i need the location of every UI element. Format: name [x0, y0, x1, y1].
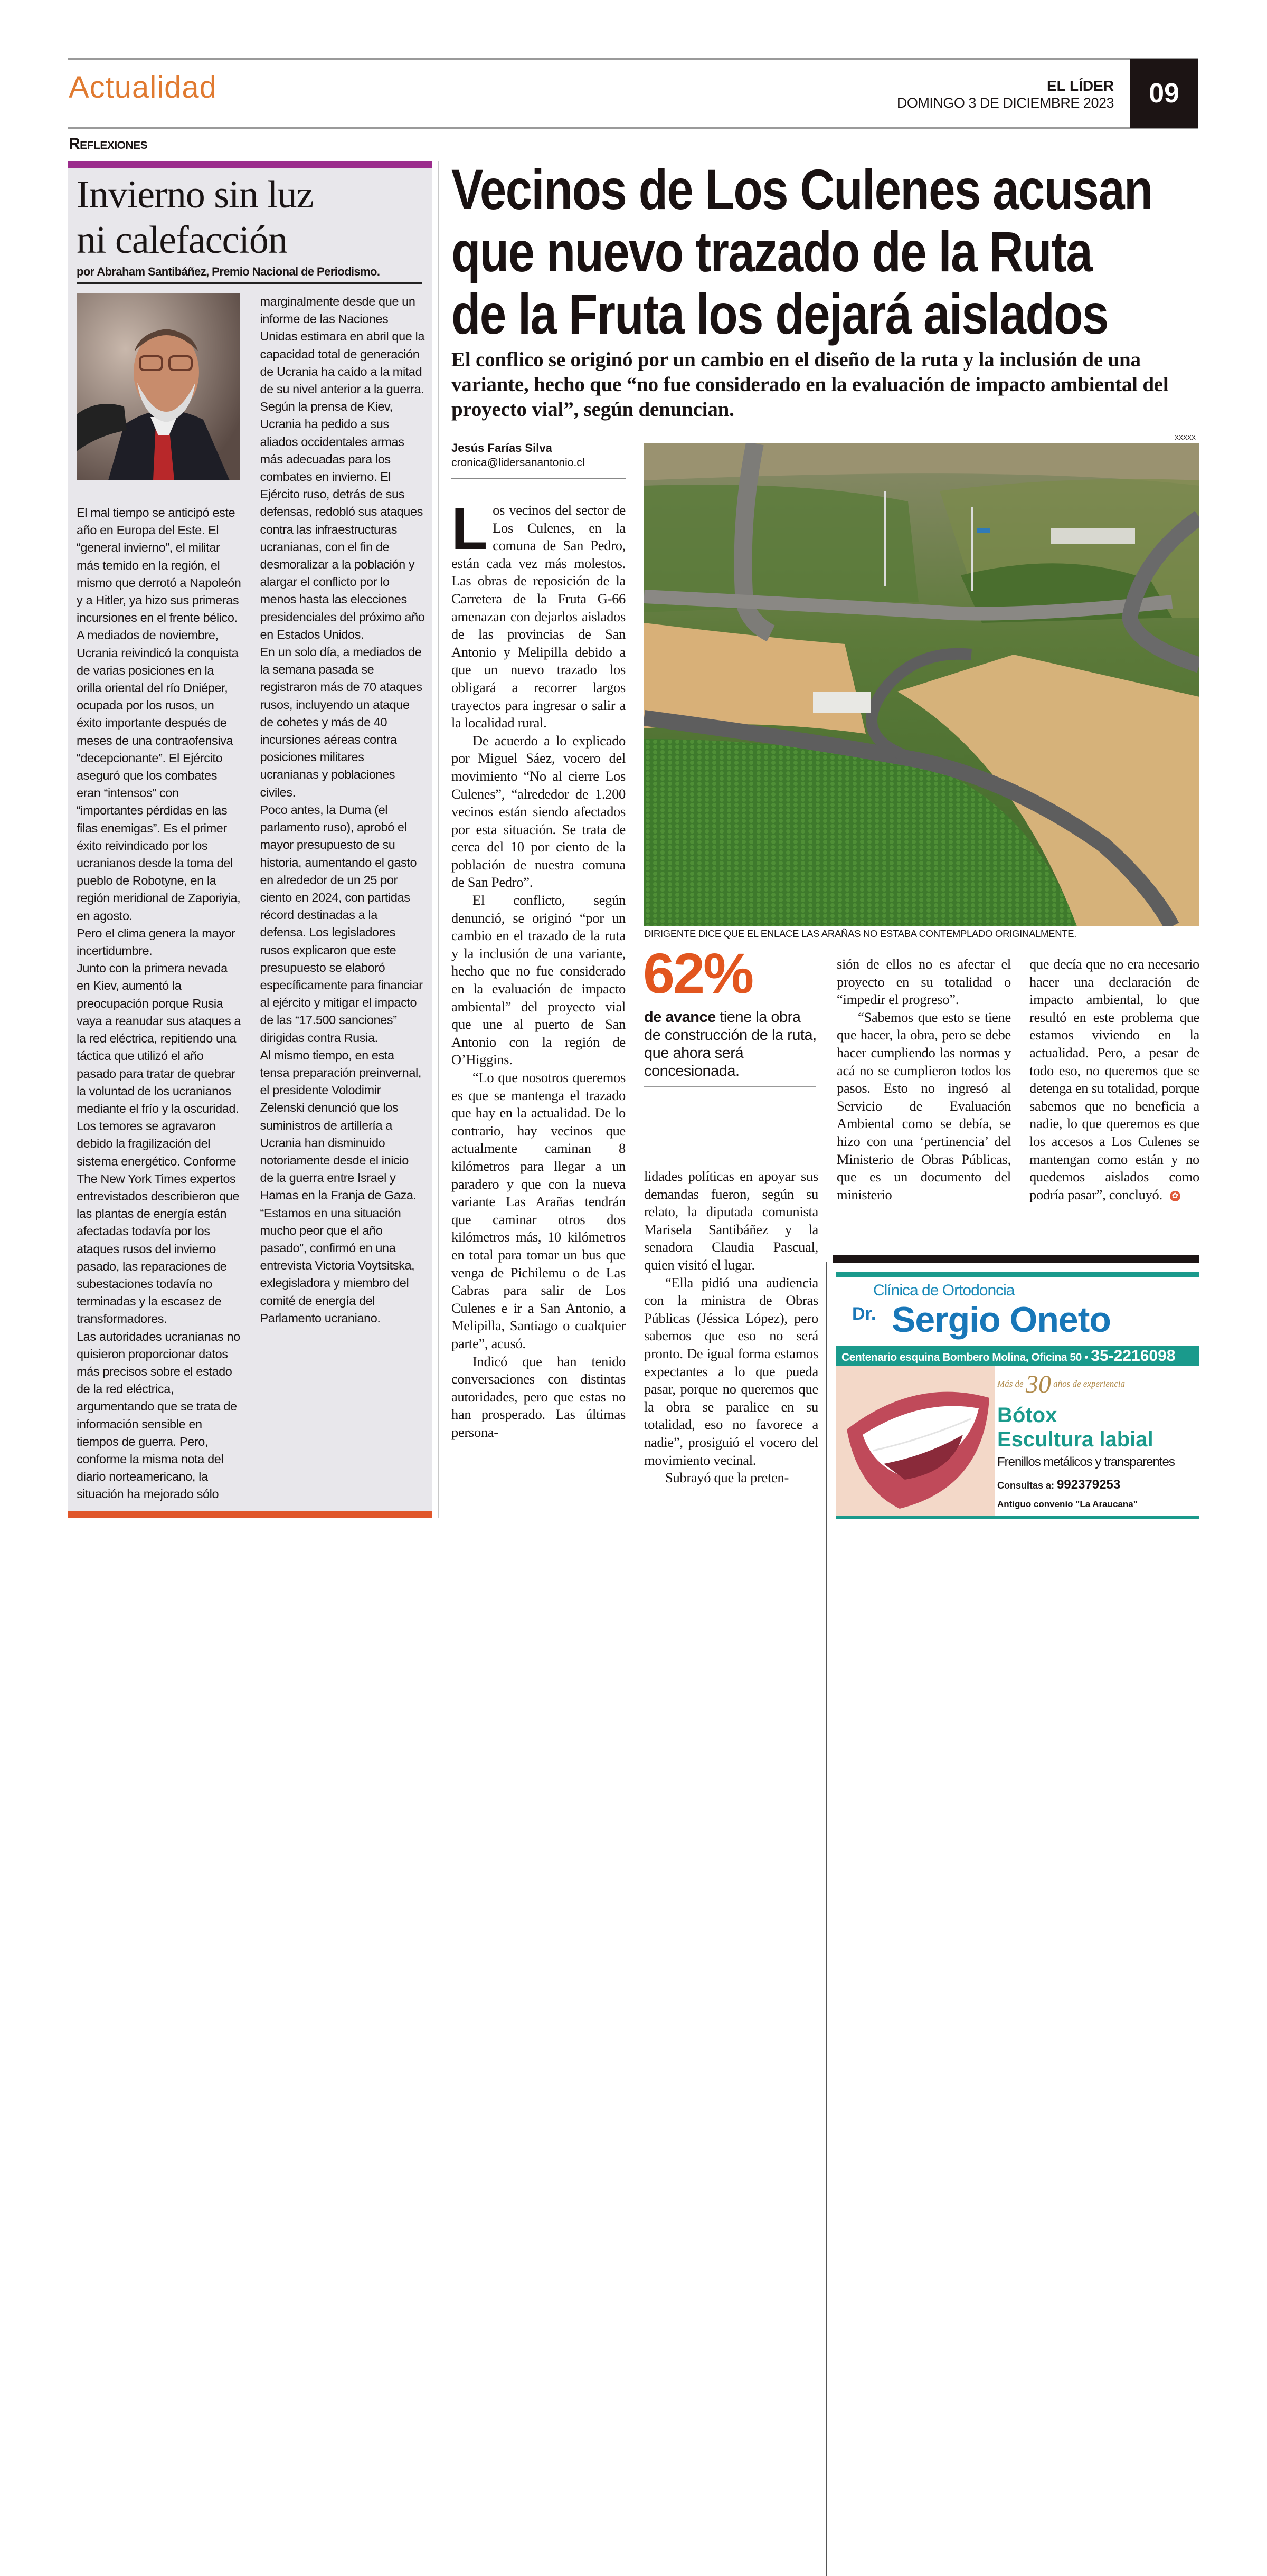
ad-phone: 35-2216098	[1091, 1347, 1176, 1365]
article-paragraph: De acuerdo a lo explicado por Miguel Sáez, vocero del movimiento “No al cierre Los Culenes”, “alrededor de 1.200 vecinos están siendo afectados por esta situación. Se trata de cerca del 10 por ciento de la población de nuestra comuna de San Pedro”.	[451, 732, 626, 891]
opinion-paragraph: Las autoridades ucranianas no quisieron proporcionar datos más precisos sobre el estado de la red eléctrica, argumentando que se trata de información sensible en tiempos de guerra. Pero, conforme la misma nota del diario norteamericano, la situación ha mejorado sólo marginalmente desde que un informe de las Naciones Unidas estimara en abril que la capacidad total de generación de Ucrania ha caído a la mitad de su nivel anterior a la guerra.	[77, 295, 425, 1501]
ad-braces: Frenillos metálicos y transparentes	[997, 1455, 1175, 1469]
opinion-paragraph: Según la prensa de Kiev, Ucrania ha pedido a sus aliados occidentales armas más adecuadas para los combates en invierno. El Ejército ruso, detrás de sus defensas, redobló sus ataques contra las infraestructuras ucranianas, con el fin de desmoralizar a la población y alargar el conflicto por lo menos hasta las elecciones presidenciales del próximo año en Estados Unidos.	[260, 400, 425, 641]
column-kicker: Reflexiones	[69, 135, 148, 153]
column-divider	[826, 1262, 827, 2576]
ad-service: Bótox	[997, 1404, 1057, 1427]
opinion-byline: por Abraham Santibáñez, Premio Nacional de Periodismo.	[77, 265, 380, 278]
article-column-3	[837, 955, 1011, 1204]
opinion-paragraph: Poco antes, la Duma (el parlamento ruso), aprobó el mayor presupuesto de su historia, aumentando el gasto en alrededor de un 25 por ciento en 2024, con partidas récord destinadas a la defensa. Los legisladores rusos explicaron que este presupuesto se elaboró específicamente para financiar al ejército y mitigar el impacto de las “17.500 sanciones” dirigidas contra Rusia.	[260, 802, 423, 1045]
article-paragraph: “Sabemos que esto se tiene que hacer, la obra, pero se debe hacer cumpliendo las normas y acá no se cumplieron todos los pasos. Esto no ingresó al Servicio de Evaluación Ambiental como se debía, se hizo con una ‘pertinencia’ del Ministerio de Obras Públicas, que es un documento del ministerio	[837, 1009, 1011, 1202]
opinion-title-rule	[77, 282, 422, 284]
ad-doctor-name: Sergio Oneto	[892, 1300, 1111, 1340]
ad-service: Escultura labial	[997, 1428, 1153, 1451]
headline-line: Vecinos de Los Culenes acusan	[451, 157, 1152, 221]
opinion-bottom-bar	[68, 1511, 432, 1518]
consult-label: Consultas a:	[997, 1480, 1057, 1491]
experience-years: 30	[1025, 1370, 1051, 1399]
section-title: Actualidad	[69, 70, 217, 105]
ad-former-agreement: Antiguo convenio "La Araucana"	[997, 1499, 1138, 1509]
drop-cap: L	[451, 496, 488, 562]
headline-line: de la Fruta los dejará aislados	[451, 282, 1108, 346]
author-photo	[77, 293, 240, 480]
ad-address: Centenario esquina Bombero Molina, Oficina 50 •	[841, 1351, 1091, 1363]
ad-top-bar	[833, 1255, 1199, 1263]
author-email[interactable]: cronica@lidersanantonio.cl	[451, 457, 585, 469]
opinion-title	[77, 172, 313, 263]
article-author: Jesús Farías Silva	[451, 441, 552, 454]
byline-rule	[451, 478, 626, 479]
issue-date: DOMINGO 3 DE DICIEMBRE 2023	[896, 95, 1114, 111]
article-column-4	[1029, 955, 1199, 1204]
headline-line: que nuevo trazado de la Ruta	[451, 220, 1092, 283]
article-paragraph: “Lo que nosotros queremos es que se mantenga el trazado que hay en la actualidad. De lo contrario, hay vecinos que actualmente caminan 8 kilómetros para llegar a un paradero y que con la nueva variante Las Arañas tendrán que caminar otros dos kilómetros más, 10 kilómetros en total para tomar un bus que venga de Pichilemu o de Las Cabras para salir de Los Culenes e ir a San Antonio, a Melipilla, Santiago o cualquier parte”, acusó.	[451, 1069, 626, 1351]
experience-post: años de experiencia	[1053, 1379, 1126, 1389]
article-paragraph: lidades políticas en apoyar sus demandas fueron, según su relato, la diputada comunista Marisela Santibáñez y la senadora Claudia Pascual, quien visitó el lugar.	[644, 1168, 818, 1273]
article-paragraph: “Ella pidió una audiencia con la ministra de Obras Públicas (Jéssica López), pero sabemos que eso no será pronto. De igual forma estamos expectantes a lo que pueda pasar, porque no queremos que la obra se paralice en su totalidad, eso no favorece a nadie”, prosiguió el vocero del movimiento vecinal.	[644, 1274, 818, 1468]
opinion-paragraph: En un solo día, a mediados de la semana pasada se registraron más de 70 ataques rusos, incluyendo un ataque de cohetes y más de 40 incursiones aéreas contra posiciones militares ucranianas y poblaciones civiles.	[260, 645, 422, 799]
photo-caption: DIRIGENTE DICE QUE EL ENLACE LAS ARAÑAS NO ESTABA CONTEMPLADO ORIGINALMENTE.	[644, 928, 1077, 939]
ad-consult	[997, 1477, 1120, 1493]
stat-description	[644, 1008, 818, 1080]
article-paragraph: El conflicto, según denunció, se originó “por un cambio en el trazado de la ruta y la inclusión de una variante, hecho que no fue considerado en la evaluación de impacto ambiental” del proyecto vial que une al puerto de San Antonio con la región de O’Higgins.	[451, 892, 626, 1068]
opinion-title-line: ni calefacción	[77, 219, 287, 262]
stat-rule	[644, 1086, 816, 1087]
article-deck: El conflico se originó por un cambio en el diseño de la ruta y la inclusión de una variante, hecho que “no fue considerado en la evaluación de impacto ambiental del proyecto vial”, según denuncian.	[451, 348, 1169, 421]
ad-bottom-bar	[836, 1516, 1199, 1519]
stat-value: 62%	[643, 941, 753, 1005]
top-rule	[68, 58, 1198, 60]
opinion-paragraph: Al mismo tiempo, en esta tensa preparación preinvernal, el presidente Volodimir Zelenski denunció que los suministros de artillería a Ucrania han disminuido notoriamente desde el inicio de la guerra entre Israel y Hamas en la Franja de Gaza.	[260, 1048, 421, 1202]
experience-pre: Más de	[997, 1379, 1024, 1389]
article-paragraph: sión de ellos no es afectar el proyecto en su totalidad o “impedir el progreso”.	[837, 956, 1011, 1008]
opinion-top-bar	[68, 161, 432, 168]
end-of-article-icon: ✿	[1170, 1191, 1180, 1201]
aerial-road-photo	[644, 443, 1199, 926]
page-number: 09	[1130, 59, 1198, 128]
column-divider	[438, 161, 439, 1518]
article-headline	[451, 158, 1152, 345]
stat-text: tiene la obra de construcción de la ruta, que ahora será concesionada.	[644, 1009, 817, 1079]
paragraph-text: os vecinos del sector de Los Culenes, en la comuna de San Pedro, están cada vez más molestos. Las obras de reposición de la Carretera de la Fruta G-66 amenazan con dejarlos aislados de las provincias de San Antonio y Melipilla debido a que un nuevo trazado los obligará a recorrer largos trayectos para ingresar o salir a la localidad rural.	[451, 502, 626, 731]
ad-teal-bar	[836, 1272, 1199, 1277]
smile-image	[836, 1366, 995, 1517]
opinion-body	[77, 293, 425, 1507]
article-paragraph: Subrayó que la preten-	[665, 1470, 789, 1486]
article-column-1	[451, 496, 626, 1441]
photo-credit: XXXXX	[1175, 434, 1196, 441]
orthodontics-ad[interactable]	[836, 1272, 1199, 1520]
article-column-2	[644, 1168, 818, 1487]
opinion-paragraph: Junto con la primera nevada en Kiev, aumentó la preocupación porque Rusia vaya a reanudar sus ataques a la red eléctrica, repitiendo una táctica que utilizó el año pasado para tratar de quebrar la voluntad de los ucranianos mediante el frío y la oscuridad. Los temores se agravaron debido la fragilización del sistema energético. Conforme The New York Times expertos entrevistados describieron que las plantas de energía están afectadas todavía por los ataques rusos del invierno pasado, las reparaciones de subestaciones todavía no terminadas y la escasez de transformadores.	[77, 961, 241, 1326]
opinion-paragraph: El mal tiempo se anticipó este año en Europa del Este. El “general invierno”, el militar más temido en la región, el mismo que derrotó a Napoleón y a Hitler, ya hizo sus primeras incursiones en el frente bélico.	[77, 506, 241, 625]
newspaper-name: EL LÍDER	[1046, 78, 1114, 94]
article-paragraph	[451, 496, 626, 732]
opinion-paragraph: “Estamos en una situación mucho peor que el año pasado”, confirmó en una entrevista Victoria Voytsitska, exlegisladora y miembro del comité de energía del Parlamento ucraniano.	[260, 1206, 415, 1325]
consult-phone: 992379253	[1057, 1478, 1121, 1492]
paragraph-text: que decía que no era necesario hacer una declaración de impacto ambiental, lo que resultó en este problema que estamos viviendo en la actualidad. Pero, a pesar de todo eso, no queremos que se detenga en su totalidad, porque sabemos que no beneficia a nadie, lo que queremos es que los accesos a Los Culenes se mantengan como están y no quedemos aislados como podría pasar”, concluyó.	[1029, 956, 1199, 1202]
opinion-title-line: Invierno sin luz	[77, 173, 314, 216]
ad-address-bar	[836, 1346, 1199, 1366]
ad-services	[997, 1403, 1153, 1452]
opinion-paragraph: A mediados de noviembre, Ucrania reivindicó la conquista de varias posiciones en la orilla oriental del río Dniéper, ocupada por los rusos, un éxito importante después de meses de una contraofensiva “decepcionante”. El Ejército aseguró que los combates eran “intensos” con “importantes pérdidas en las filas enemigas”. Es el primer éxito reivindicado por los ucranianos desde la toma del pueblo de Robotyne, en la región meridional de Zaporiyia, en agosto.	[77, 628, 241, 923]
opinion-paragraph: Pero el clima genera la mayor incertidumbre.	[77, 926, 235, 958]
article-paragraph	[1029, 955, 1199, 1204]
ad-title-prefix: Dr.	[852, 1304, 876, 1324]
article-paragraph: Indicó que han tenido conversaciones con distintas autoridades, pero que estas no han prosperado. Las últimas persona-	[451, 1353, 626, 1440]
stat-bold: de avance	[644, 1009, 716, 1026]
ad-experience	[997, 1370, 1126, 1399]
header-bottom-rule	[68, 127, 1198, 129]
ad-clinic-name: Clínica de Ortodoncia	[873, 1282, 1015, 1299]
